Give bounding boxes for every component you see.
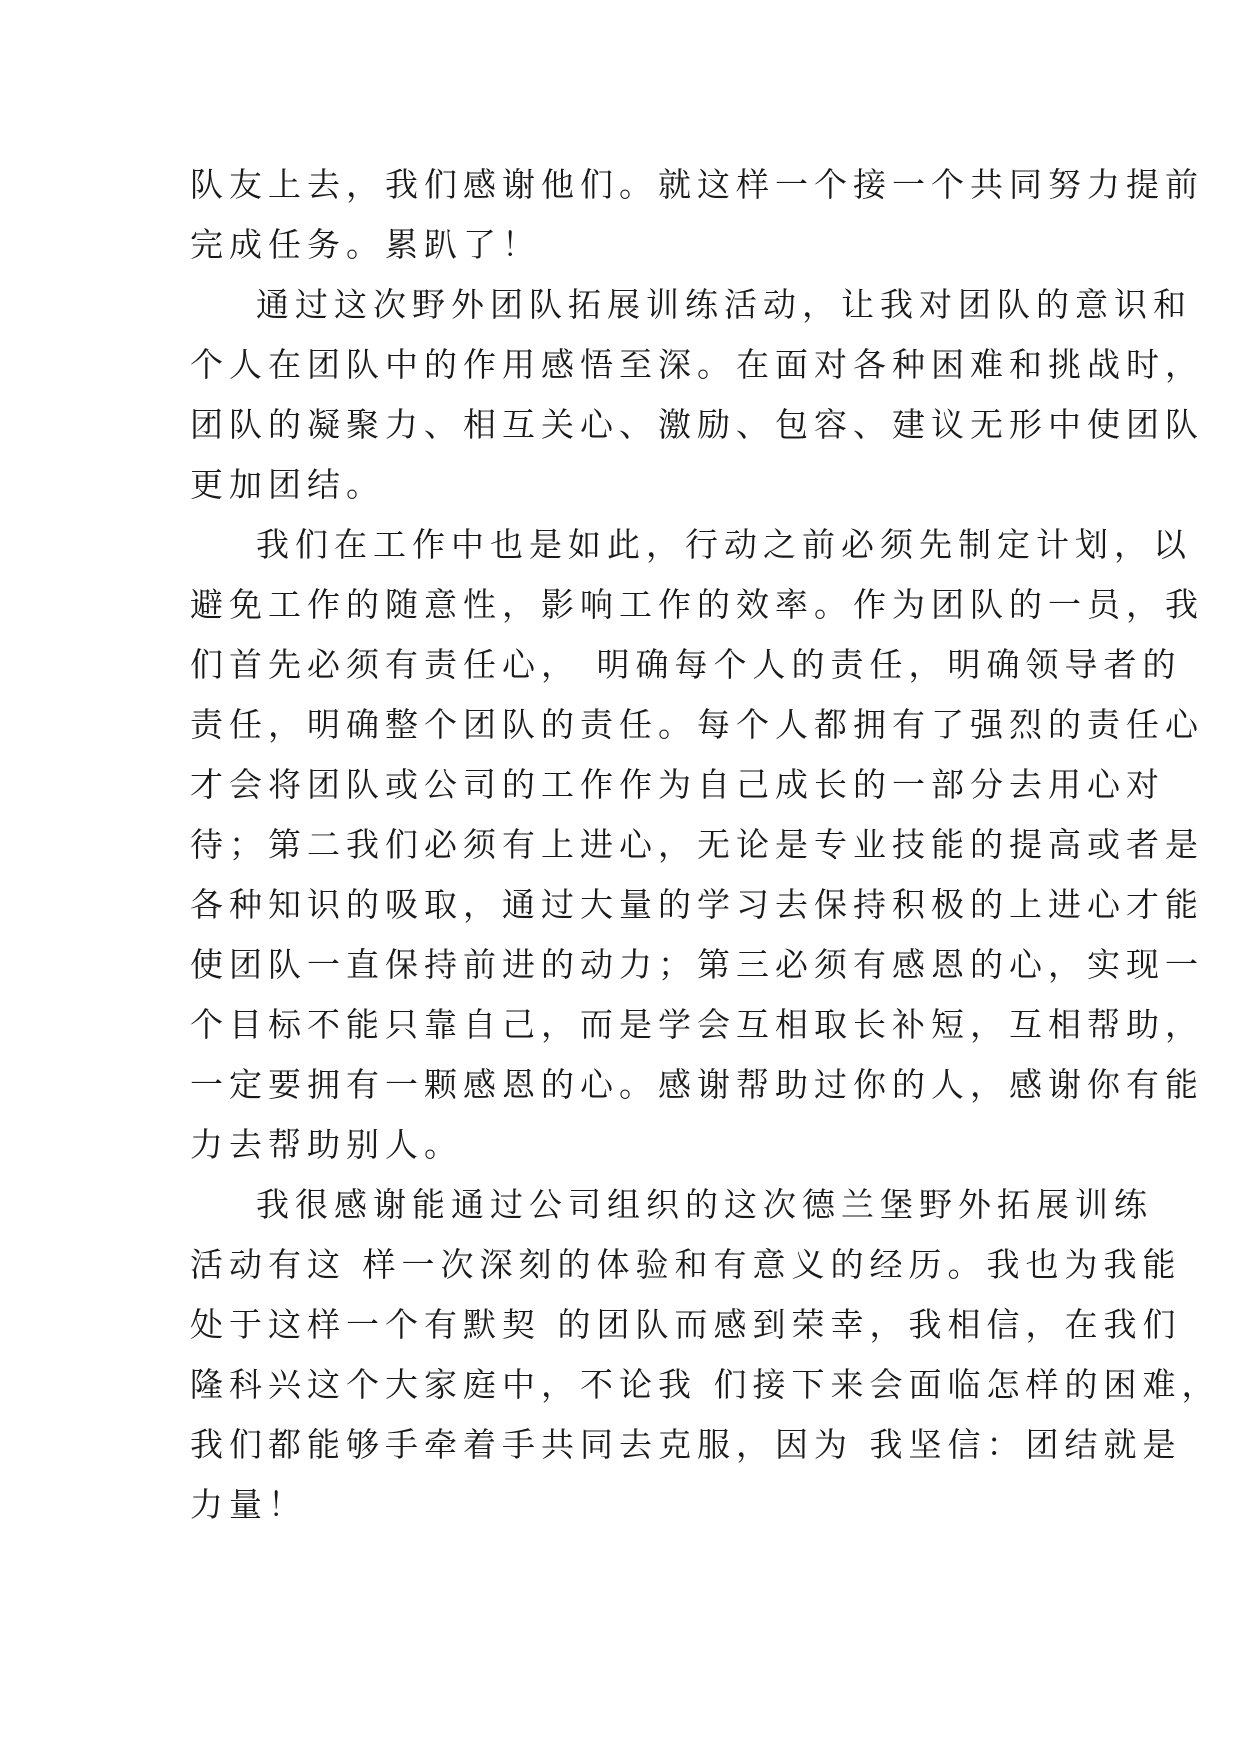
text-line: 完成任务。累趴了！ — [190, 225, 541, 264]
text-line: 待；第二我们必须有上进心，无论是专业技能的提高或者是 — [190, 825, 1204, 864]
text-line: 队友上去，我们感谢他们。就这样一个接一个共同努力提前 — [190, 165, 1204, 204]
text-line: 通过这次野外团队拓展训练活动，让我对团队的意识和 — [256, 285, 1192, 324]
text-line: 才会将团队或公司的工作作为自己成长的一部分去用心对 — [190, 765, 1165, 804]
text-line: 们首先必须有责任心， 明确每个人的责任，明确领导者的 — [190, 645, 1182, 684]
text-line: 力去帮助别人。 — [190, 1125, 463, 1164]
paragraph-3 — [190, 515, 1204, 1175]
paragraph-4 — [190, 1175, 1221, 1535]
text-line: 团队的凝聚力、相互关心、激励、包容、建议无形中使团队 — [190, 405, 1204, 444]
text-line: 我们在工作中也是如此，行动之前必须先制定计划，以 — [256, 525, 1192, 564]
text-line: 我很感谢能通过公司组织的这次德兰堡野外拓展训练 — [256, 1185, 1153, 1224]
text-line: 避免工作的随意性，影响工作的效率。作为团队的一员，我 — [190, 585, 1204, 624]
text-line: 处于这样一个有默契 的团队而感到荣幸，我相信，在我们 — [190, 1305, 1182, 1344]
text-line: 责任，明确整个团队的责任。每个人都拥有了强烈的责任心 — [190, 705, 1204, 744]
text-line: 一定要拥有一颗感恩的心。感谢帮助过你的人，感谢你有能 — [190, 1065, 1204, 1104]
document-body — [190, 155, 1221, 1535]
text-line: 我们都能够手牵着手共同去克服，因为 我坚信：团结就是 — [190, 1425, 1182, 1464]
text-line: 活动有这 样一次深刻的体验和有意义的经历。我也为我能 — [190, 1245, 1182, 1284]
text-line: 个目标不能只靠自己，而是学会互相取长补短，互相帮助， — [190, 1005, 1204, 1044]
text-line: 隆科兴这个大家庭中，不论我 们接下来会面临怎样的困难， — [190, 1365, 1221, 1404]
paragraph-2 — [190, 275, 1204, 515]
text-line: 个人在团队中的作用感悟至深。在面对各种困难和挑战时， — [190, 345, 1204, 384]
text-line: 更加团结。 — [190, 465, 385, 504]
text-line: 使团队一直保持前进的动力；第三必须有感恩的心，实现一 — [190, 945, 1204, 984]
paragraph-1 — [190, 155, 1204, 275]
text-line: 各种知识的吸取，通过大量的学习去保持积极的上进心才能 — [190, 885, 1204, 924]
text-line: 力量！ — [190, 1485, 307, 1524]
